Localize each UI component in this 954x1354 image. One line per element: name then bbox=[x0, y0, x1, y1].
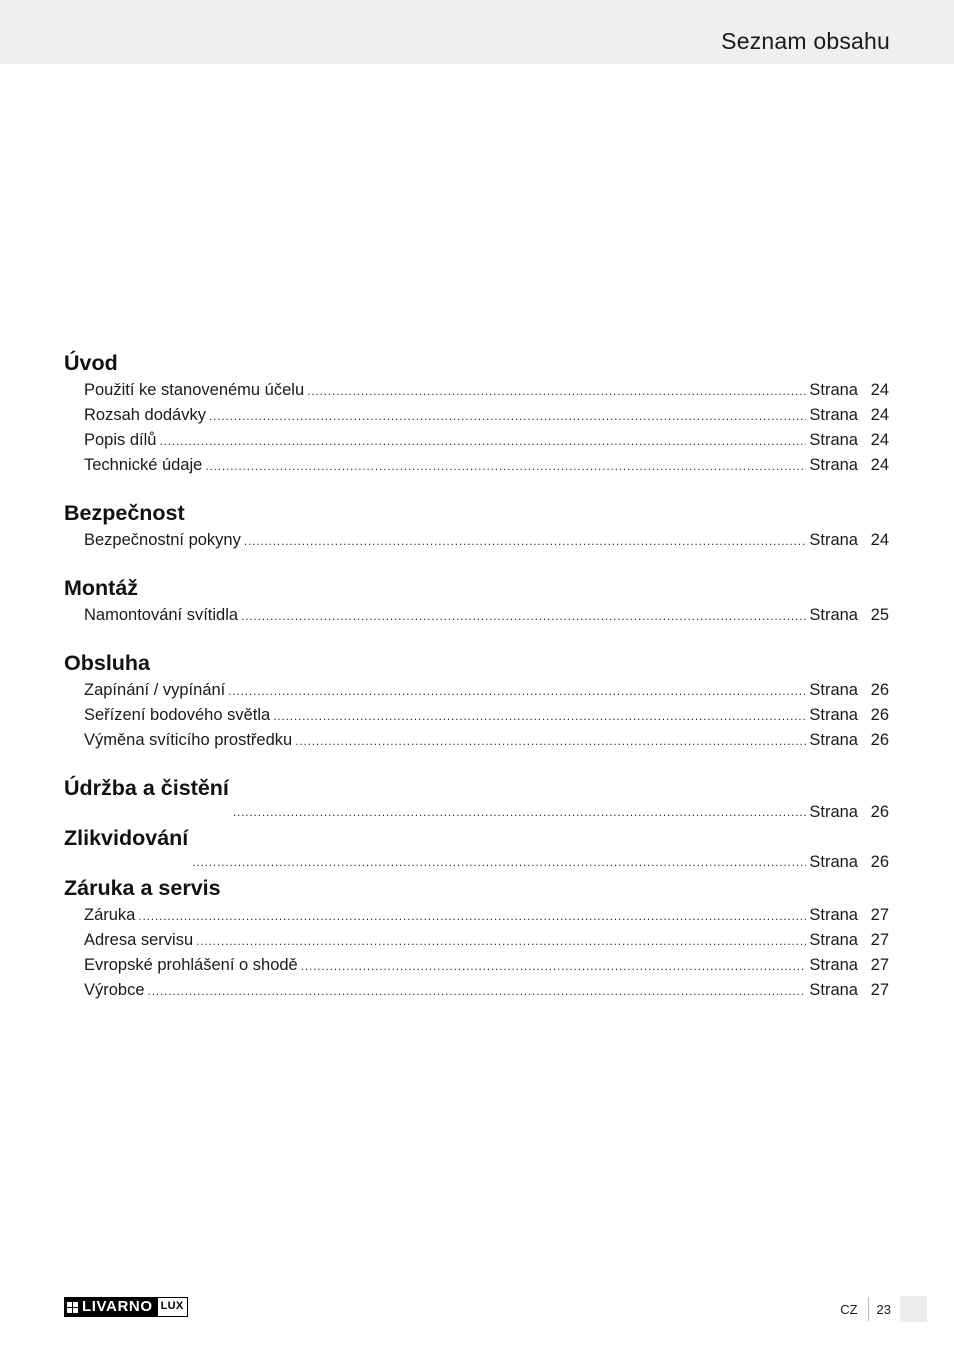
entry-page: Strana 27 bbox=[809, 981, 889, 999]
dot-leader bbox=[244, 529, 807, 553]
entry-page: Strana 27 bbox=[809, 931, 889, 949]
toc-entry[interactable] bbox=[84, 603, 889, 628]
logo-grid-icon bbox=[67, 1302, 78, 1313]
entry-page: Strana 26 bbox=[809, 681, 889, 699]
brand-logo bbox=[64, 1297, 188, 1317]
dot-leader bbox=[233, 801, 806, 823]
toc-section-udrzba[interactable] bbox=[64, 773, 889, 823]
section-title: Bezpečnost bbox=[64, 501, 185, 525]
entry-label: Adresa servisu bbox=[84, 931, 194, 949]
dot-leader bbox=[307, 379, 806, 403]
entry-label: Výrobce bbox=[84, 981, 145, 999]
entry-page: Strana 24 bbox=[809, 431, 889, 449]
dot-leader bbox=[205, 454, 806, 478]
header-bar bbox=[0, 0, 954, 64]
page-title: Seznam obsahu bbox=[721, 28, 890, 54]
toc-entry[interactable] bbox=[84, 403, 889, 428]
entry-page: Strana 27 bbox=[809, 956, 889, 974]
entry-label: Záruka bbox=[84, 906, 136, 924]
entry-label: Rozsah dodávky bbox=[84, 406, 206, 424]
entry-label: Výměna svíticího prostředku bbox=[84, 731, 293, 749]
page-footer bbox=[840, 1296, 927, 1322]
toc-entry[interactable] bbox=[84, 678, 889, 703]
dot-leader bbox=[228, 679, 806, 703]
logo-text: LIVARNO bbox=[82, 1298, 153, 1315]
entry-page: Strana 25 bbox=[809, 606, 889, 624]
toc-entry[interactable] bbox=[84, 978, 889, 1003]
toc-section-zlikvidovani[interactable] bbox=[64, 823, 889, 873]
entry-label: Zapínání / vypínání bbox=[84, 681, 226, 699]
dot-leader bbox=[209, 404, 806, 428]
entry-label: Evropské prohlášení o shodě bbox=[84, 956, 298, 974]
entry-page: Strana 26 bbox=[809, 706, 889, 724]
language-code: CZ bbox=[840, 1301, 858, 1317]
entry-page: Strana 26 bbox=[809, 853, 889, 871]
toc-entry[interactable] bbox=[84, 703, 889, 728]
entry-page: Strana 24 bbox=[809, 531, 889, 549]
entry-label: Namontování svítidla bbox=[84, 606, 239, 624]
section-title: Údržba a čistění bbox=[64, 776, 229, 800]
toc-section-zaruka bbox=[64, 873, 889, 1003]
toc-section-uvod bbox=[64, 348, 889, 478]
toc-entry[interactable] bbox=[84, 953, 889, 978]
entry-page: Strana 24 bbox=[809, 381, 889, 399]
entry-page: Strana 26 bbox=[809, 803, 889, 821]
section-title: Záruka a servis bbox=[64, 876, 221, 900]
entry-label: Bezpečnostní pokyny bbox=[84, 531, 241, 549]
entry-label: Technické údaje bbox=[84, 456, 203, 474]
toc-entry[interactable] bbox=[84, 903, 889, 928]
toc-entry[interactable] bbox=[84, 528, 889, 553]
dot-leader bbox=[192, 851, 806, 873]
section-title: Obsluha bbox=[64, 651, 151, 675]
toc-entry[interactable] bbox=[84, 378, 889, 403]
entry-page: Strana 27 bbox=[809, 906, 889, 924]
entry-label: Popis dílů bbox=[84, 431, 157, 449]
toc-entry[interactable] bbox=[84, 428, 889, 453]
section-title: Úvod bbox=[64, 351, 118, 375]
dot-leader bbox=[273, 704, 806, 728]
dot-leader bbox=[295, 729, 806, 753]
footer-tab-marker bbox=[900, 1296, 927, 1322]
dot-leader bbox=[138, 904, 806, 928]
logo-main bbox=[64, 1297, 157, 1317]
toc-entry[interactable] bbox=[84, 453, 889, 478]
entry-page: Strana 24 bbox=[809, 406, 889, 424]
section-title: Montáž bbox=[64, 576, 139, 600]
toc-entry[interactable] bbox=[84, 728, 889, 753]
dot-leader bbox=[148, 979, 807, 1003]
section-title: Zlikvidování bbox=[64, 826, 189, 850]
entry-page: Strana 26 bbox=[809, 731, 889, 749]
logo-sub: LUX bbox=[157, 1297, 188, 1317]
entry-label: Seřízení bodového světla bbox=[84, 706, 271, 724]
toc-entry[interactable] bbox=[84, 928, 889, 953]
entry-page: Strana 24 bbox=[809, 456, 889, 474]
page-number: 23 bbox=[876, 1301, 891, 1317]
toc-section-bezpecnost bbox=[64, 498, 889, 553]
toc-section-obsluha bbox=[64, 648, 889, 753]
dot-leader bbox=[241, 604, 806, 628]
toc-section-montaz bbox=[64, 573, 889, 628]
dot-leader bbox=[301, 954, 807, 978]
dot-leader bbox=[159, 429, 806, 453]
table-of-contents bbox=[64, 348, 889, 1023]
dot-leader bbox=[196, 929, 806, 953]
entry-label: Použití ke stanovenému účelu bbox=[84, 381, 305, 399]
